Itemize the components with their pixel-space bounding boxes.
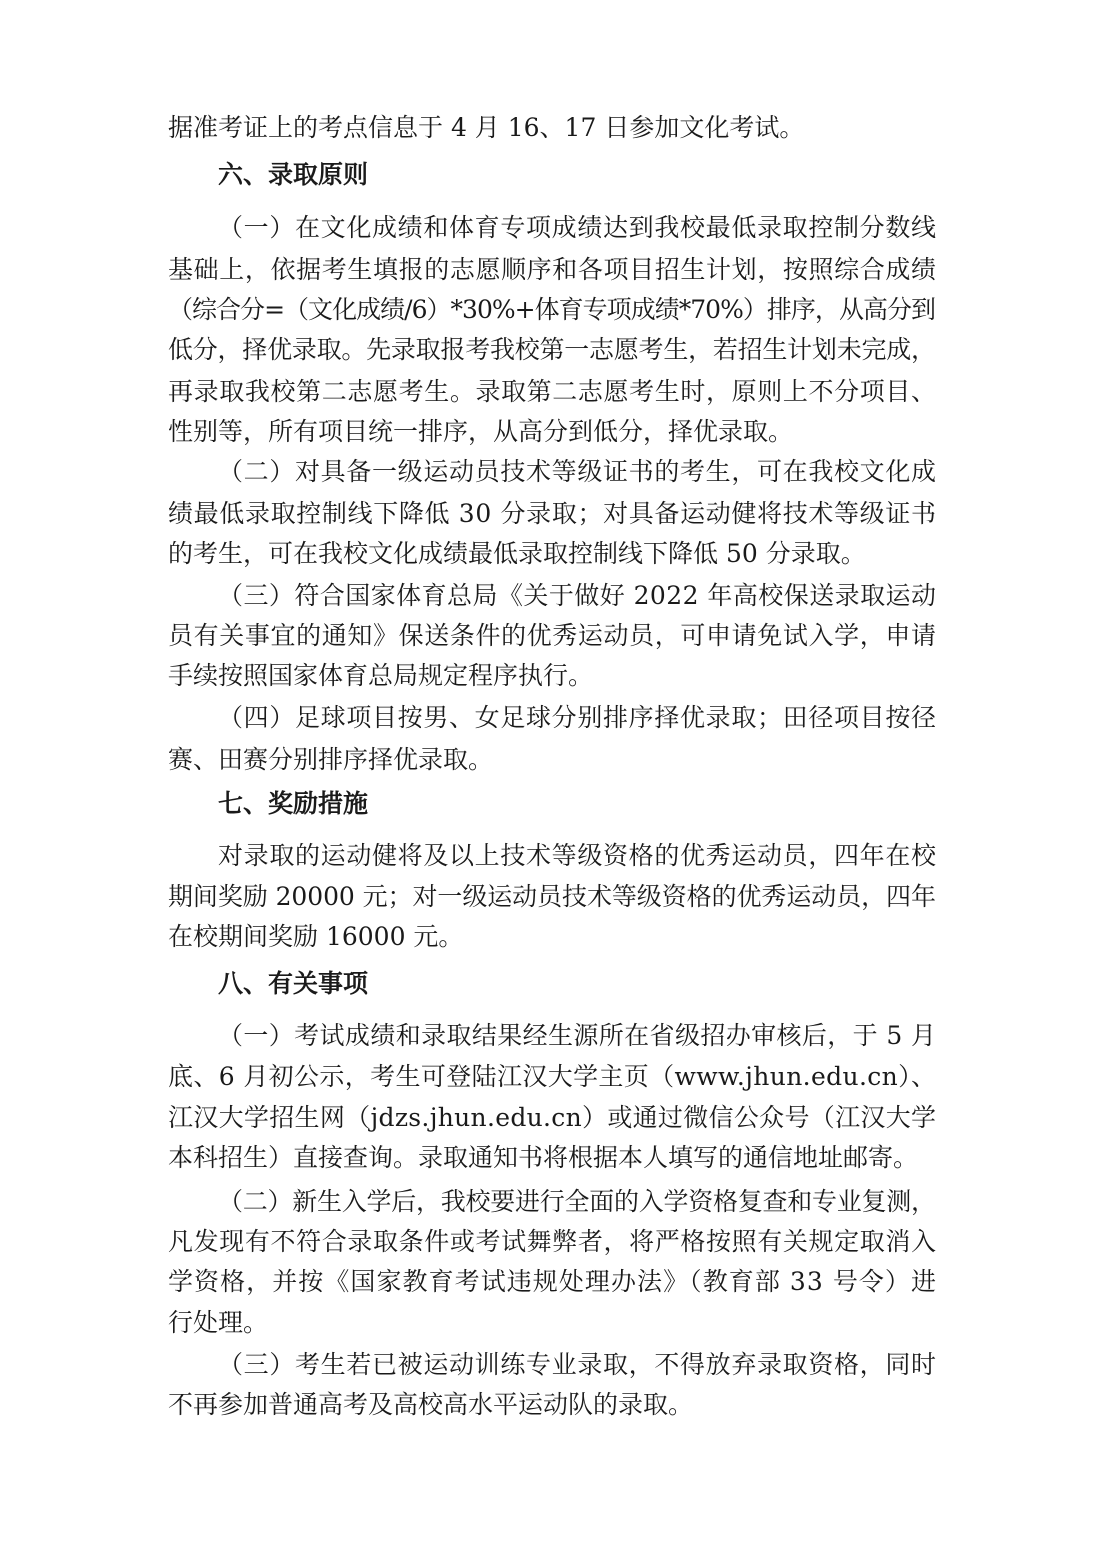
- paragraph-line: 本科招生）直接查询。录取通知书将根据本人填写的通信地址邮寄。: [168, 1143, 919, 1172]
- paragraph-line: （三）考生若已被运动训练专业录取，不得放弃录取资格，同时: [218, 1350, 937, 1379]
- section-heading: 八、有关事项: [218, 969, 369, 998]
- paragraph-line: 期间奖励 20000 元；对一级运动员技术等级资格的优秀运动员，四年: [168, 882, 936, 911]
- paragraph-line: 的考生，可在我校文化成绩最低录取控制线下降低 50 分录取。: [168, 539, 866, 568]
- paragraph-line: 性别等，所有项目统一排序，从高分到低分，择优录取。: [168, 417, 794, 446]
- paragraph-line: （综合分=（文化成绩/6）*30%+体育专项成绩*70%）排序，从高分到: [168, 295, 936, 324]
- paragraph-line: （二）对具备一级运动员技术等级证书的考生，可在我校文化成: [218, 457, 937, 486]
- paragraph-line: 底、6 月初公示，考生可登陆江汉大学主页（www.jhun.edu.cn）、: [168, 1062, 937, 1091]
- paragraph-line: （一）在文化成绩和体育专项成绩达到我校最低录取控制分数线: [218, 213, 937, 242]
- paragraph-line: 不再参加普通高考及高校高水平运动队的录取。: [168, 1390, 694, 1419]
- paragraph-line: 低分，择优录取。先录取报考我校第一志愿考生，若招生计划未完成，: [168, 335, 936, 364]
- paragraph-line: （一）考试成绩和录取结果经生源所在省级招办审核后，于 5 月: [218, 1021, 937, 1050]
- paragraph-line: 员有关事宜的通知》保送条件的优秀运动员，可申请免试入学，申请: [168, 621, 937, 650]
- paragraph-line: （四）足球项目按男、女足球分别排序择优录取；田径项目按径: [218, 703, 937, 732]
- section-heading: 七、奖励措施: [218, 789, 369, 818]
- paragraph-line: 行处理。: [168, 1308, 269, 1337]
- paragraph-line: 据准考证上的考点信息于 4 月 16、17 日参加文化考试。: [168, 113, 805, 142]
- paragraph-line: （二）新生入学后，我校要进行全面的入学资格复查和专业复测，: [218, 1187, 936, 1216]
- paragraph-line: 学资格，并按《国家教育考试违规处理办法》（教育部 33 号令）进: [168, 1267, 938, 1296]
- section-heading: 六、录取原则: [218, 160, 369, 189]
- paragraph-line: 基础上，依据考生填报的志愿顺序和各项目招生计划，按照综合成绩: [168, 255, 937, 284]
- paragraph-line: 赛、田赛分别排序择优录取。: [168, 745, 494, 774]
- paragraph-line: 手续按照国家体育总局规定程序执行。: [168, 661, 594, 690]
- paragraph-line: 江汉大学招生网（jdzs.jhun.edu.cn）或通过微信公众号（江汉大学: [168, 1103, 937, 1132]
- paragraph-line: 凡发现有不符合录取条件或考试舞弊者，将严格按照有关规定取消入: [168, 1227, 937, 1256]
- paragraph-line: 对录取的运动健将及以上技术等级资格的优秀运动员，四年在校: [218, 841, 937, 870]
- paragraph-line: 绩最低录取控制线下降低 30 分录取；对具备运动健将技术等级证书: [168, 499, 937, 528]
- paragraph-line: 再录取我校第二志愿考生。录取第二志愿考生时，原则上不分项目、: [168, 377, 937, 406]
- paragraph-line: （三）符合国家体育总局《关于做好 2022 年高校保送录取运动: [218, 581, 937, 610]
- paragraph-line: 在校期间奖励 16000 元。: [168, 922, 464, 951]
